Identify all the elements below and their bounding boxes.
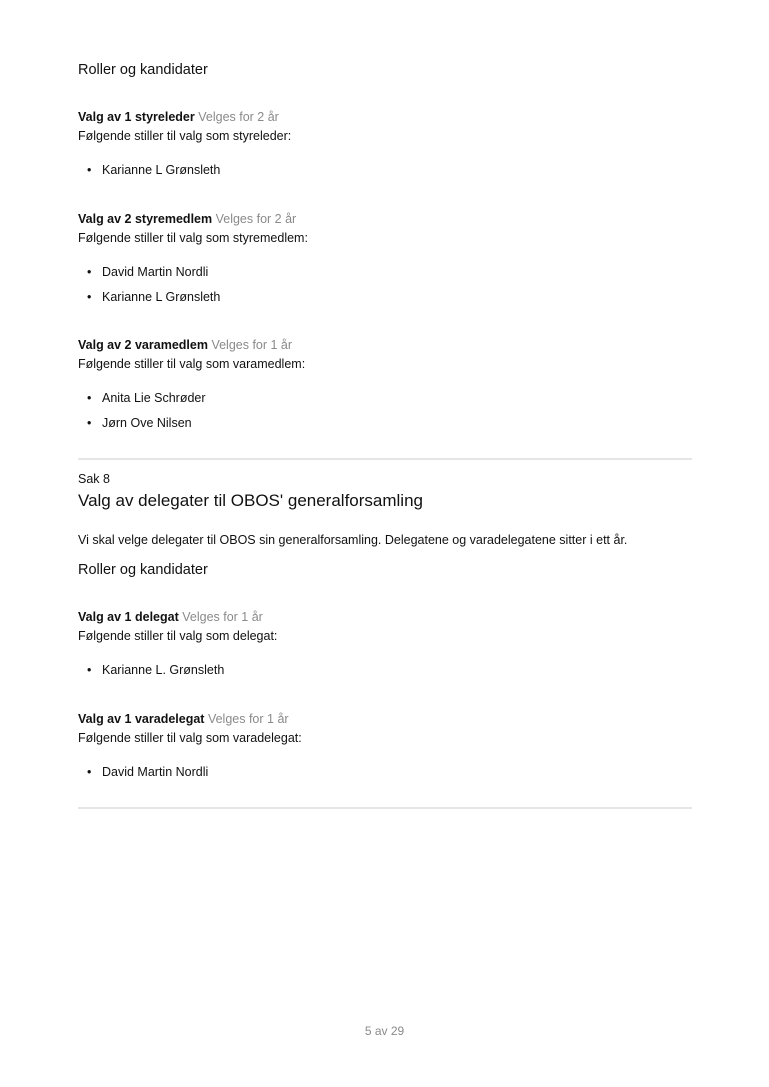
bullet-icon: • bbox=[87, 663, 92, 677]
group-title-text: Valg av 2 varamedlem bbox=[78, 338, 208, 352]
group-term: Velges for 1 år bbox=[211, 338, 293, 352]
group-title-text: Valg av 2 styremedlem bbox=[78, 212, 213, 226]
candidate-item bbox=[78, 288, 692, 313]
candidate-list bbox=[78, 263, 692, 313]
group-description: Følgende stiller til valg som styremedlem: bbox=[78, 231, 308, 245]
candidate-item bbox=[78, 263, 692, 288]
candidate-name: Karianne L Grønsleth bbox=[102, 163, 221, 177]
group-title bbox=[78, 710, 692, 729]
group-title bbox=[78, 108, 692, 127]
roles-heading: Roller og kandidater bbox=[78, 62, 208, 78]
candidate-name: Karianne L Grønsleth bbox=[102, 290, 221, 304]
case-label: Sak 8 bbox=[78, 472, 110, 486]
group-term: Velges for 1 år bbox=[182, 610, 263, 624]
group-description: Følgende stiller til valg som varamedlem: bbox=[78, 357, 306, 371]
group-term: Velges for 2 år bbox=[215, 212, 297, 226]
group-description: Følgende stiller til valg som varadelegat: bbox=[78, 731, 302, 745]
bullet-icon: • bbox=[87, 290, 92, 304]
election-group-styreleder bbox=[78, 108, 692, 186]
bullet-icon: • bbox=[87, 765, 92, 779]
candidate-list bbox=[78, 389, 692, 439]
election-group-varamedlem bbox=[78, 336, 692, 439]
group-term: Velges for 2 år bbox=[198, 110, 279, 124]
candidate-name: Karianne L. Grønsleth bbox=[102, 663, 225, 677]
candidate-list bbox=[78, 161, 692, 186]
candidate-item bbox=[78, 389, 692, 414]
election-group-delegat bbox=[78, 608, 692, 686]
group-description: Følgende stiller til valg som delegat: bbox=[78, 629, 278, 643]
bullet-icon: • bbox=[87, 416, 92, 430]
candidate-list bbox=[78, 661, 692, 686]
candidate-name: David Martin Nordli bbox=[102, 765, 209, 779]
group-title-text: Valg av 1 varadelegat bbox=[78, 712, 205, 726]
candidate-item bbox=[78, 414, 692, 439]
case-title: Valg av delegater til OBOS' generalforsamling bbox=[78, 491, 423, 510]
candidate-name: Anita Lie Schrøder bbox=[102, 391, 206, 405]
candidate-name: David Martin Nordli bbox=[102, 265, 209, 279]
candidate-name: Jørn Ove Nilsen bbox=[102, 416, 192, 430]
candidate-item bbox=[78, 161, 692, 186]
election-group-varadelegat bbox=[78, 710, 692, 788]
case-intro: Vi skal velge delegater til OBOS sin generalforsamling. Delegatene og varadelegatene sitter i ett år. bbox=[78, 533, 628, 547]
group-title bbox=[78, 336, 692, 355]
group-title bbox=[78, 608, 692, 627]
bullet-icon: • bbox=[87, 391, 92, 405]
bullet-icon: • bbox=[87, 163, 92, 177]
election-group-styremedlem bbox=[78, 210, 692, 313]
group-title-text: Valg av 1 delegat bbox=[78, 610, 179, 624]
group-description: Følgende stiller til valg som styreleder: bbox=[78, 129, 292, 143]
section-divider bbox=[78, 458, 692, 460]
candidate-item bbox=[78, 661, 692, 686]
roles-heading: Roller og kandidater bbox=[78, 562, 208, 578]
group-title bbox=[78, 210, 692, 229]
candidate-item bbox=[78, 763, 692, 788]
candidate-list bbox=[78, 763, 692, 788]
page-number: 5 av 29 bbox=[364, 1024, 405, 1038]
bullet-icon: • bbox=[87, 265, 92, 279]
section-divider bbox=[78, 807, 692, 809]
group-title-text: Valg av 1 styreleder bbox=[78, 110, 195, 124]
group-term: Velges for 1 år bbox=[207, 712, 289, 726]
